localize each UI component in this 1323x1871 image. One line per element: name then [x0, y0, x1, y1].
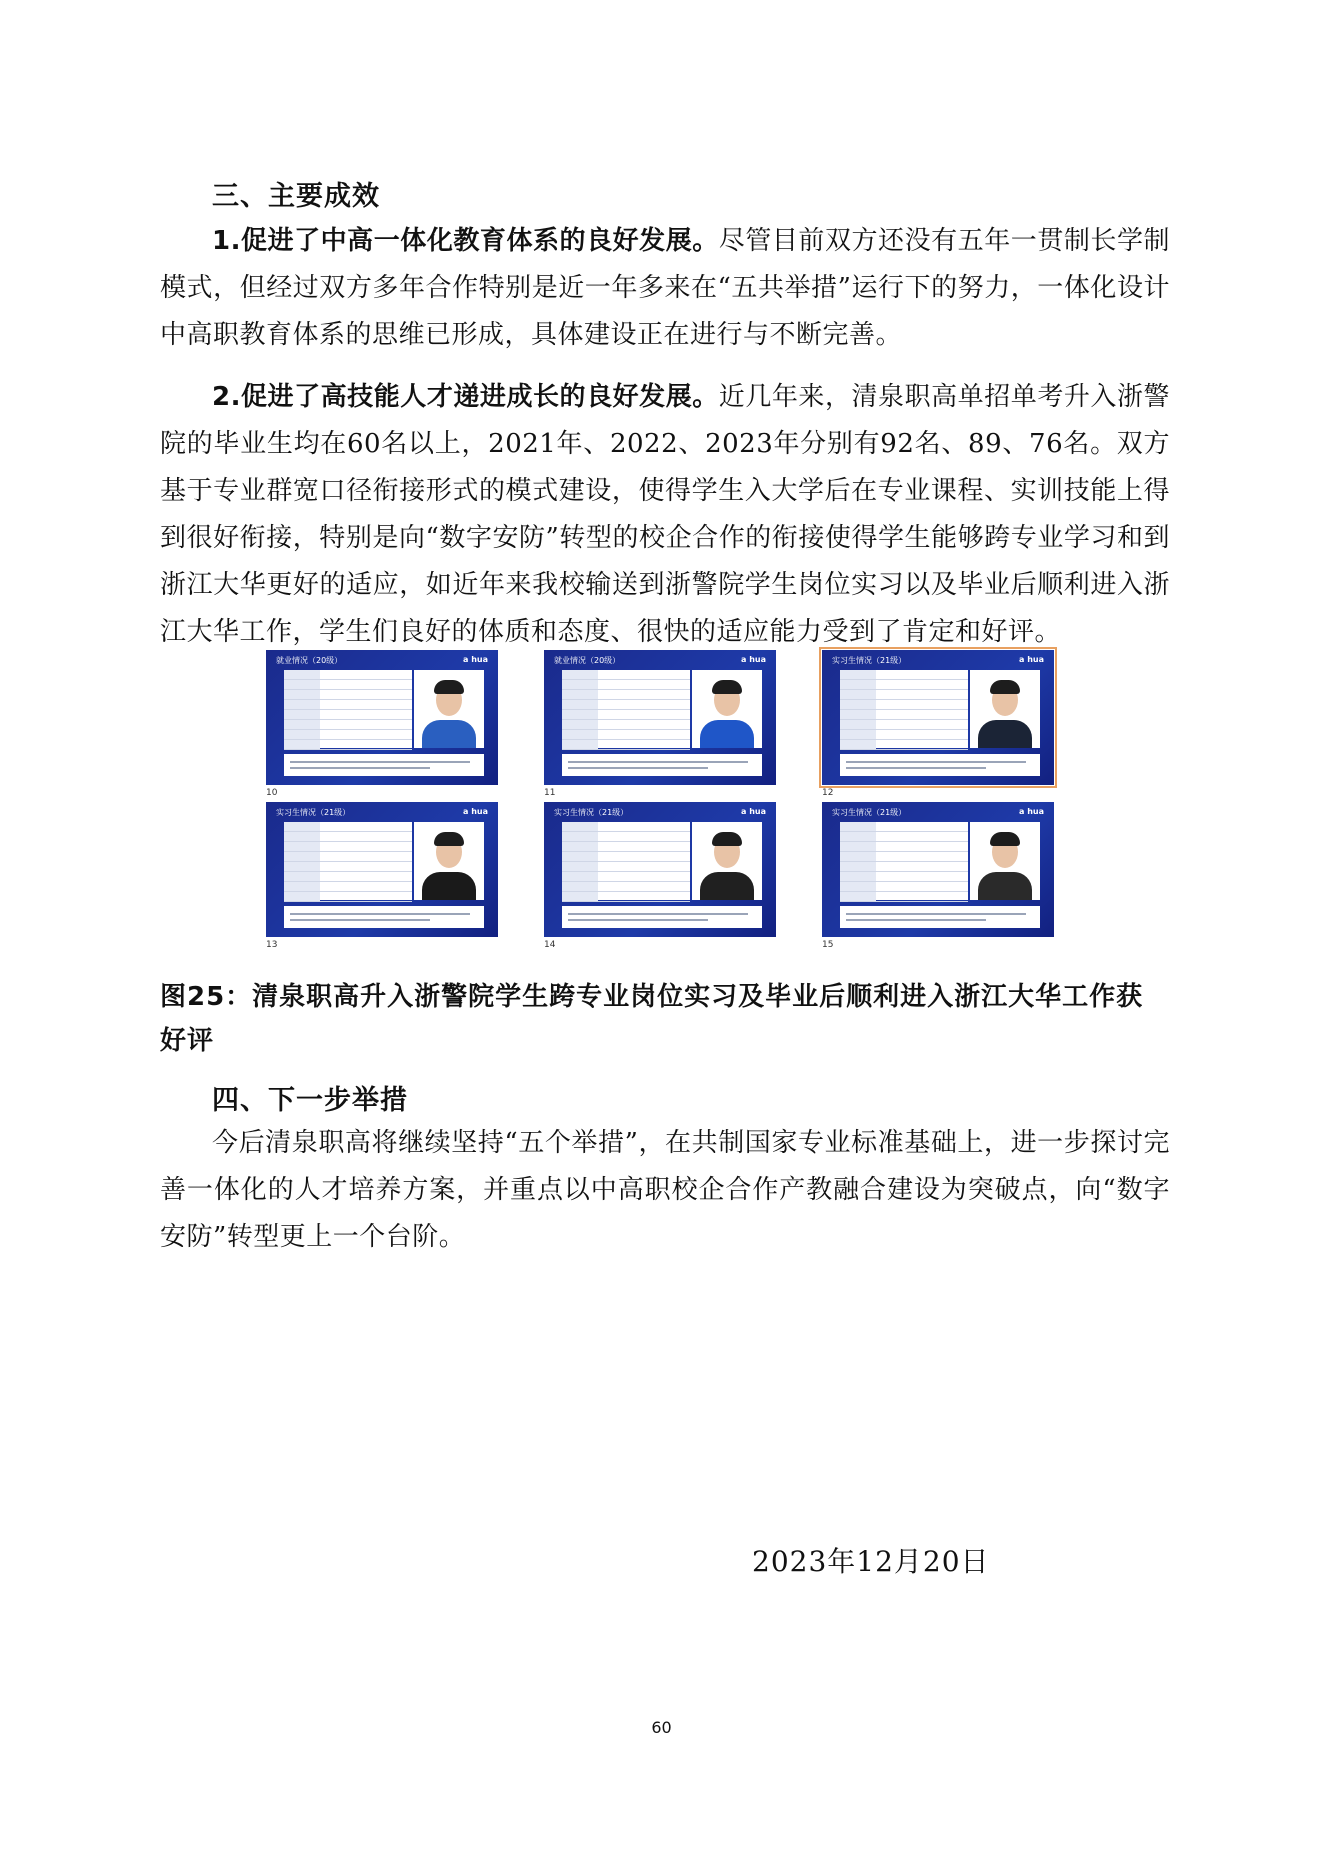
paragraph-2-body: 近几年来，清泉职高单招单考升入浙警院的毕业生均在60名以上，2021年、2022、2023年分别有92名、89、76名。双方基于专业群宽口径衔接形式的模式建设，使得学生入大学后在专业课程、实训技能上得到很好衔接，特别是向“数字安防”转型的校企合作的衔接使得学生能够跨专业学习和到浙江大华更好的适应，如近年来我校输送到浙警院学生岗位实习以及毕业后顺利进入浙江大华工作，学生们良好的体质和态度、很快的适应能力受到了肯定和好评。	[160, 382, 1170, 647]
page-number: 60	[651, 1718, 672, 1737]
student-photo	[692, 670, 762, 748]
slide-title: 实习生情况（21级）	[832, 656, 907, 665]
slide-thumbnail	[822, 802, 1054, 937]
dahua-logo: a hua	[1019, 655, 1044, 664]
section-4-heading: 四、下一步举措	[212, 1085, 408, 1116]
slide-thumbnail	[822, 650, 1054, 785]
dahua-logo: a hua	[741, 807, 766, 816]
slide-title: 实习生情况（21级）	[276, 808, 351, 817]
student-photo	[414, 822, 484, 900]
slide-notes	[284, 906, 484, 928]
info-table	[840, 822, 968, 900]
slide-notes	[840, 906, 1040, 928]
section-3-heading: 三、主要成效	[212, 181, 380, 212]
slide-title: 实习生情况（21级）	[554, 808, 629, 817]
info-table	[562, 670, 690, 748]
slide-number: 13	[266, 940, 278, 950]
slide-number: 15	[822, 940, 834, 950]
info-table	[284, 670, 412, 748]
paragraph-1-body: 尽管目前双方还没有五年一贯制长学制模式，但经过双方多年合作特别是近一年多来在“五共举措”运行下的努力，一体化设计中高职教育体系的思维已形成，具体建设正在进行与不断完善。	[160, 226, 1170, 350]
slide-thumbnail	[544, 650, 776, 785]
slide-number: 12	[822, 788, 834, 798]
slide-notes	[562, 906, 762, 928]
slide-notes	[284, 754, 484, 776]
paragraph-2	[160, 374, 1170, 656]
dahua-logo: a hua	[741, 655, 766, 664]
slide-notes	[562, 754, 762, 776]
info-table	[840, 670, 968, 748]
dahua-logo: a hua	[463, 655, 488, 664]
paragraph-1	[160, 218, 1170, 359]
info-table	[562, 822, 690, 900]
slide-thumbnail	[544, 802, 776, 937]
paragraph-1-lead: 1.促进了中高一体化教育体系的良好发展。	[212, 226, 719, 256]
figure-caption: 图25：清泉职高升入浙警院学生跨专业岗位实习及毕业后顺利进入浙江大华工作获好评	[160, 982, 1144, 1056]
slide-gallery	[266, 650, 1066, 950]
student-photo	[970, 822, 1040, 900]
slide-title: 就业情况（20级）	[276, 656, 343, 665]
slide-number: 14	[544, 940, 556, 950]
slide-thumbnail	[266, 650, 498, 785]
student-photo	[970, 670, 1040, 748]
dahua-logo: a hua	[1019, 807, 1044, 816]
slide-title: 就业情况（20级）	[554, 656, 621, 665]
slide-number: 11	[544, 788, 556, 798]
slide-thumbnail	[266, 802, 498, 937]
paragraph-2-lead: 2.促进了高技能人才递进成长的良好发展。	[212, 382, 719, 412]
paragraph-3: 今后清泉职高将继续坚持“五个举措”，在共制国家专业标准基础上，进一步探讨完善一体化的人才培养方案，并重点以中高职校企合作产教融合建设为突破点，向“数字安防”转型更上一个台阶。	[160, 1128, 1170, 1252]
slide-number: 10	[266, 788, 278, 798]
slide-title: 实习生情况（21级）	[832, 808, 907, 817]
slide-notes	[840, 754, 1040, 776]
info-table	[284, 822, 412, 900]
student-photo	[414, 670, 484, 748]
dahua-logo: a hua	[463, 807, 488, 816]
document-date: 2023年12月20日	[752, 1545, 990, 1578]
student-photo	[692, 822, 762, 900]
